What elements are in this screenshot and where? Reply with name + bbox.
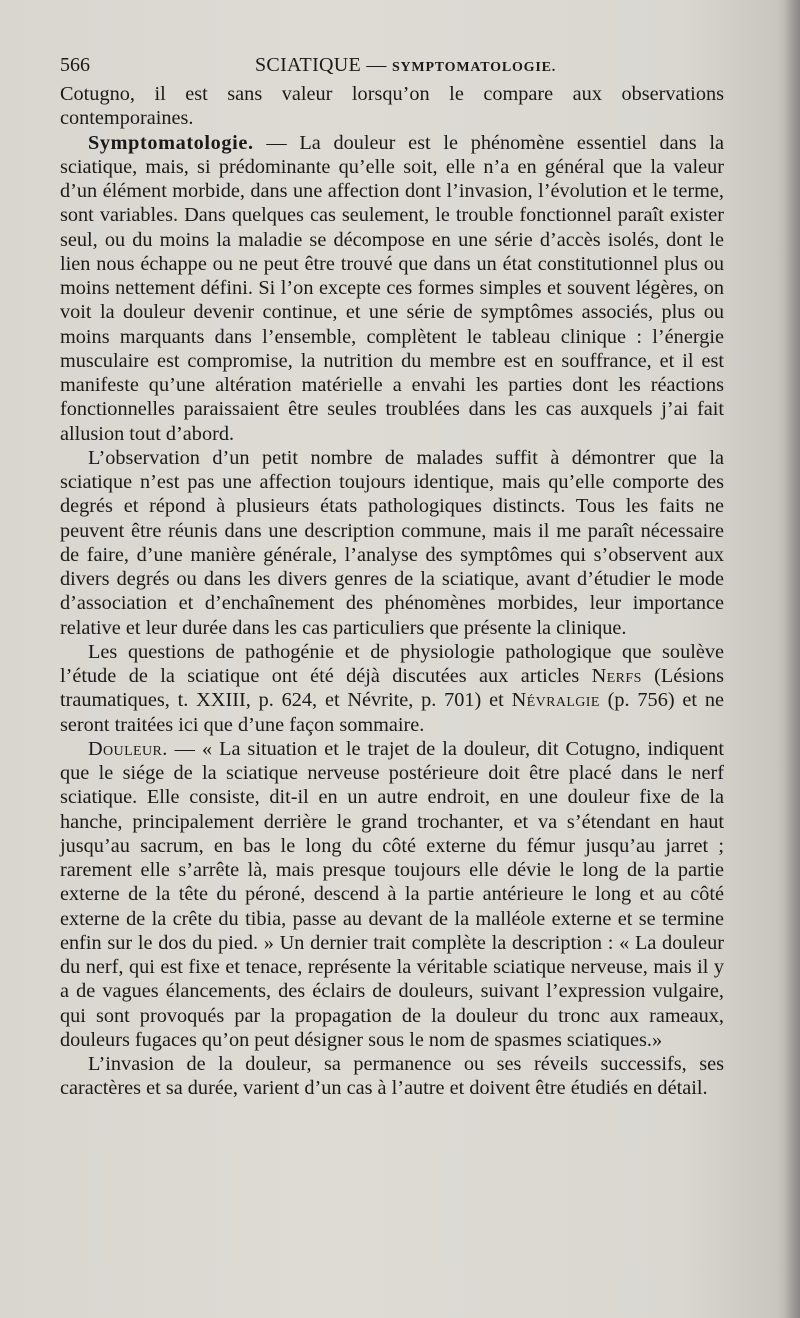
paragraph-text: — La douleur est le phénomène essentiel dans la sciatique, mais, si prédominante qu’elle soit, elle n’a en général que la valeur d’un élément morbide, dans une affection dont l’invasion, l’évolution et le terme, sont variables. Dans quelques cas seulement, le trouble fonctionnel paraît exister seul, ou du moins la maladie se décompose en une série d’accès isolés, dont le lien nous échappe ou ne peut être trouvé que dans un état constitutionnel plus ou moins nettement défini. Si l’on excepte ces formes simples et souvent légères, on voit la douleur devenir continue, et une série de symptômes associés, plus ou moins marquants dans l’ensemble, complètent le tableau clinique : l’énergie musculaire est compromise, la nutrition du membre est en souffrance, et il est manifeste qu’une altération matérielle a envahi les parties dont les réactions fonctionnelles paraissaient être seules troublées dans les cas auxquels j’ai fait allusion tout d’abord. [60,131,724,445]
paragraph-text: Cotugno, il est sans valeur lorsqu’on le compare aux observations contemporaines. [60,83,724,130]
running-header [60,50,730,80]
paragraph-observation [60,446,724,640]
paragraph-text: L’observation d’un petit nombre de malades suffit à démontrer que la sciatique n’est pas une affection toujours identique, mais qu’elle comporte des degrés et répond à plusieurs états pathologiques distincts. Tous les faits ne peuvent être réunis dans une description commune, mais il me paraît nécessaire de faire, d’une manière générale, l’analyse des symptômes qui s’observent aux divers degrés ou dans les divers genres de la sciatique, avant d’étudier le mode d’association et d’enchaînement des phénomènes morbides, leur importance relative et leur durée dans les cas particuliers que présente la clinique. [60,446,724,639]
page-spine-shadow [784,0,800,1318]
paragraph-douleur [60,737,724,1052]
paragraph-symptomatologie [60,131,724,446]
running-title-main: SCIATIQUE — [255,54,392,76]
section-heading: Symptomatologie. [88,131,254,154]
paragraph-invasion [60,1052,724,1101]
paragraph-text: (p. 756) et ne seront traitées ici que d’une façon sommaire. [60,689,724,736]
paragraph-text: — « La situation et le trajet de la douleur, dit Cotugno, indiquent que le siége de la sciatique nerveuse postérieure doit être placé dans le nerf sciatique. Elle consiste, dit-il en un autre endroit, en une douleur fixe de la hanche, principalement derrière le grand trochanter, et va s’étendant en haut jusqu’au sacrum, en bas le long du côté externe du fémur jusqu’au jarret ; rarement elle s’arrête là, mais presque toujours elle dévie le long de la partie externe de la tête du péroné, descend à la partie antérieure le long et au côté externe de la crête du tibia, passe au devant de la malléole externe et se termine enfin sur le dos du pied. » Un dernier trait complète la description : « La douleur du nerf, qui est fixe et tenace, représente la véritable sciatique nerveuse, mais il y a de vagues élancements, des éclairs de douleurs, suivant l’expression vulgaire, qui sont provoqués par la propagation de la douleur du tronc aux rameaux, douleurs fugaces qu’on peut désigner sous le nom de spasmes sciatiques.» [60,737,724,1051]
paragraph-text: Les questions de pathogénie et de physiologie pathologique que soulève l’étude de la sciatique ont été déjà discutées aux articles [60,640,724,687]
running-title-sub: SYMPTOMATOLOGIE. [391,60,557,75]
subsection-heading: Douleur. [88,737,168,760]
paragraph-text: L’invasion de la douleur, sa permanence ou ses réveils successifs, ses caractères et sa durée, varient d’un cas à l’autre et doivent être étudiés en détail. [60,1053,724,1100]
cross-reference-nevralgie: Névralgie [511,689,600,712]
running-title [255,50,556,83]
body-text [60,82,724,1101]
paragraph-continuation [60,82,724,131]
paragraph-pathogenie [60,640,724,737]
page-number: 566 [60,54,90,76]
cross-reference-nerfs: Nerfs [591,665,642,687]
paragraph-text: (Lésions traumatiques, t. XXIII, p. 624, et Névrite, p. 701) et [60,665,724,712]
